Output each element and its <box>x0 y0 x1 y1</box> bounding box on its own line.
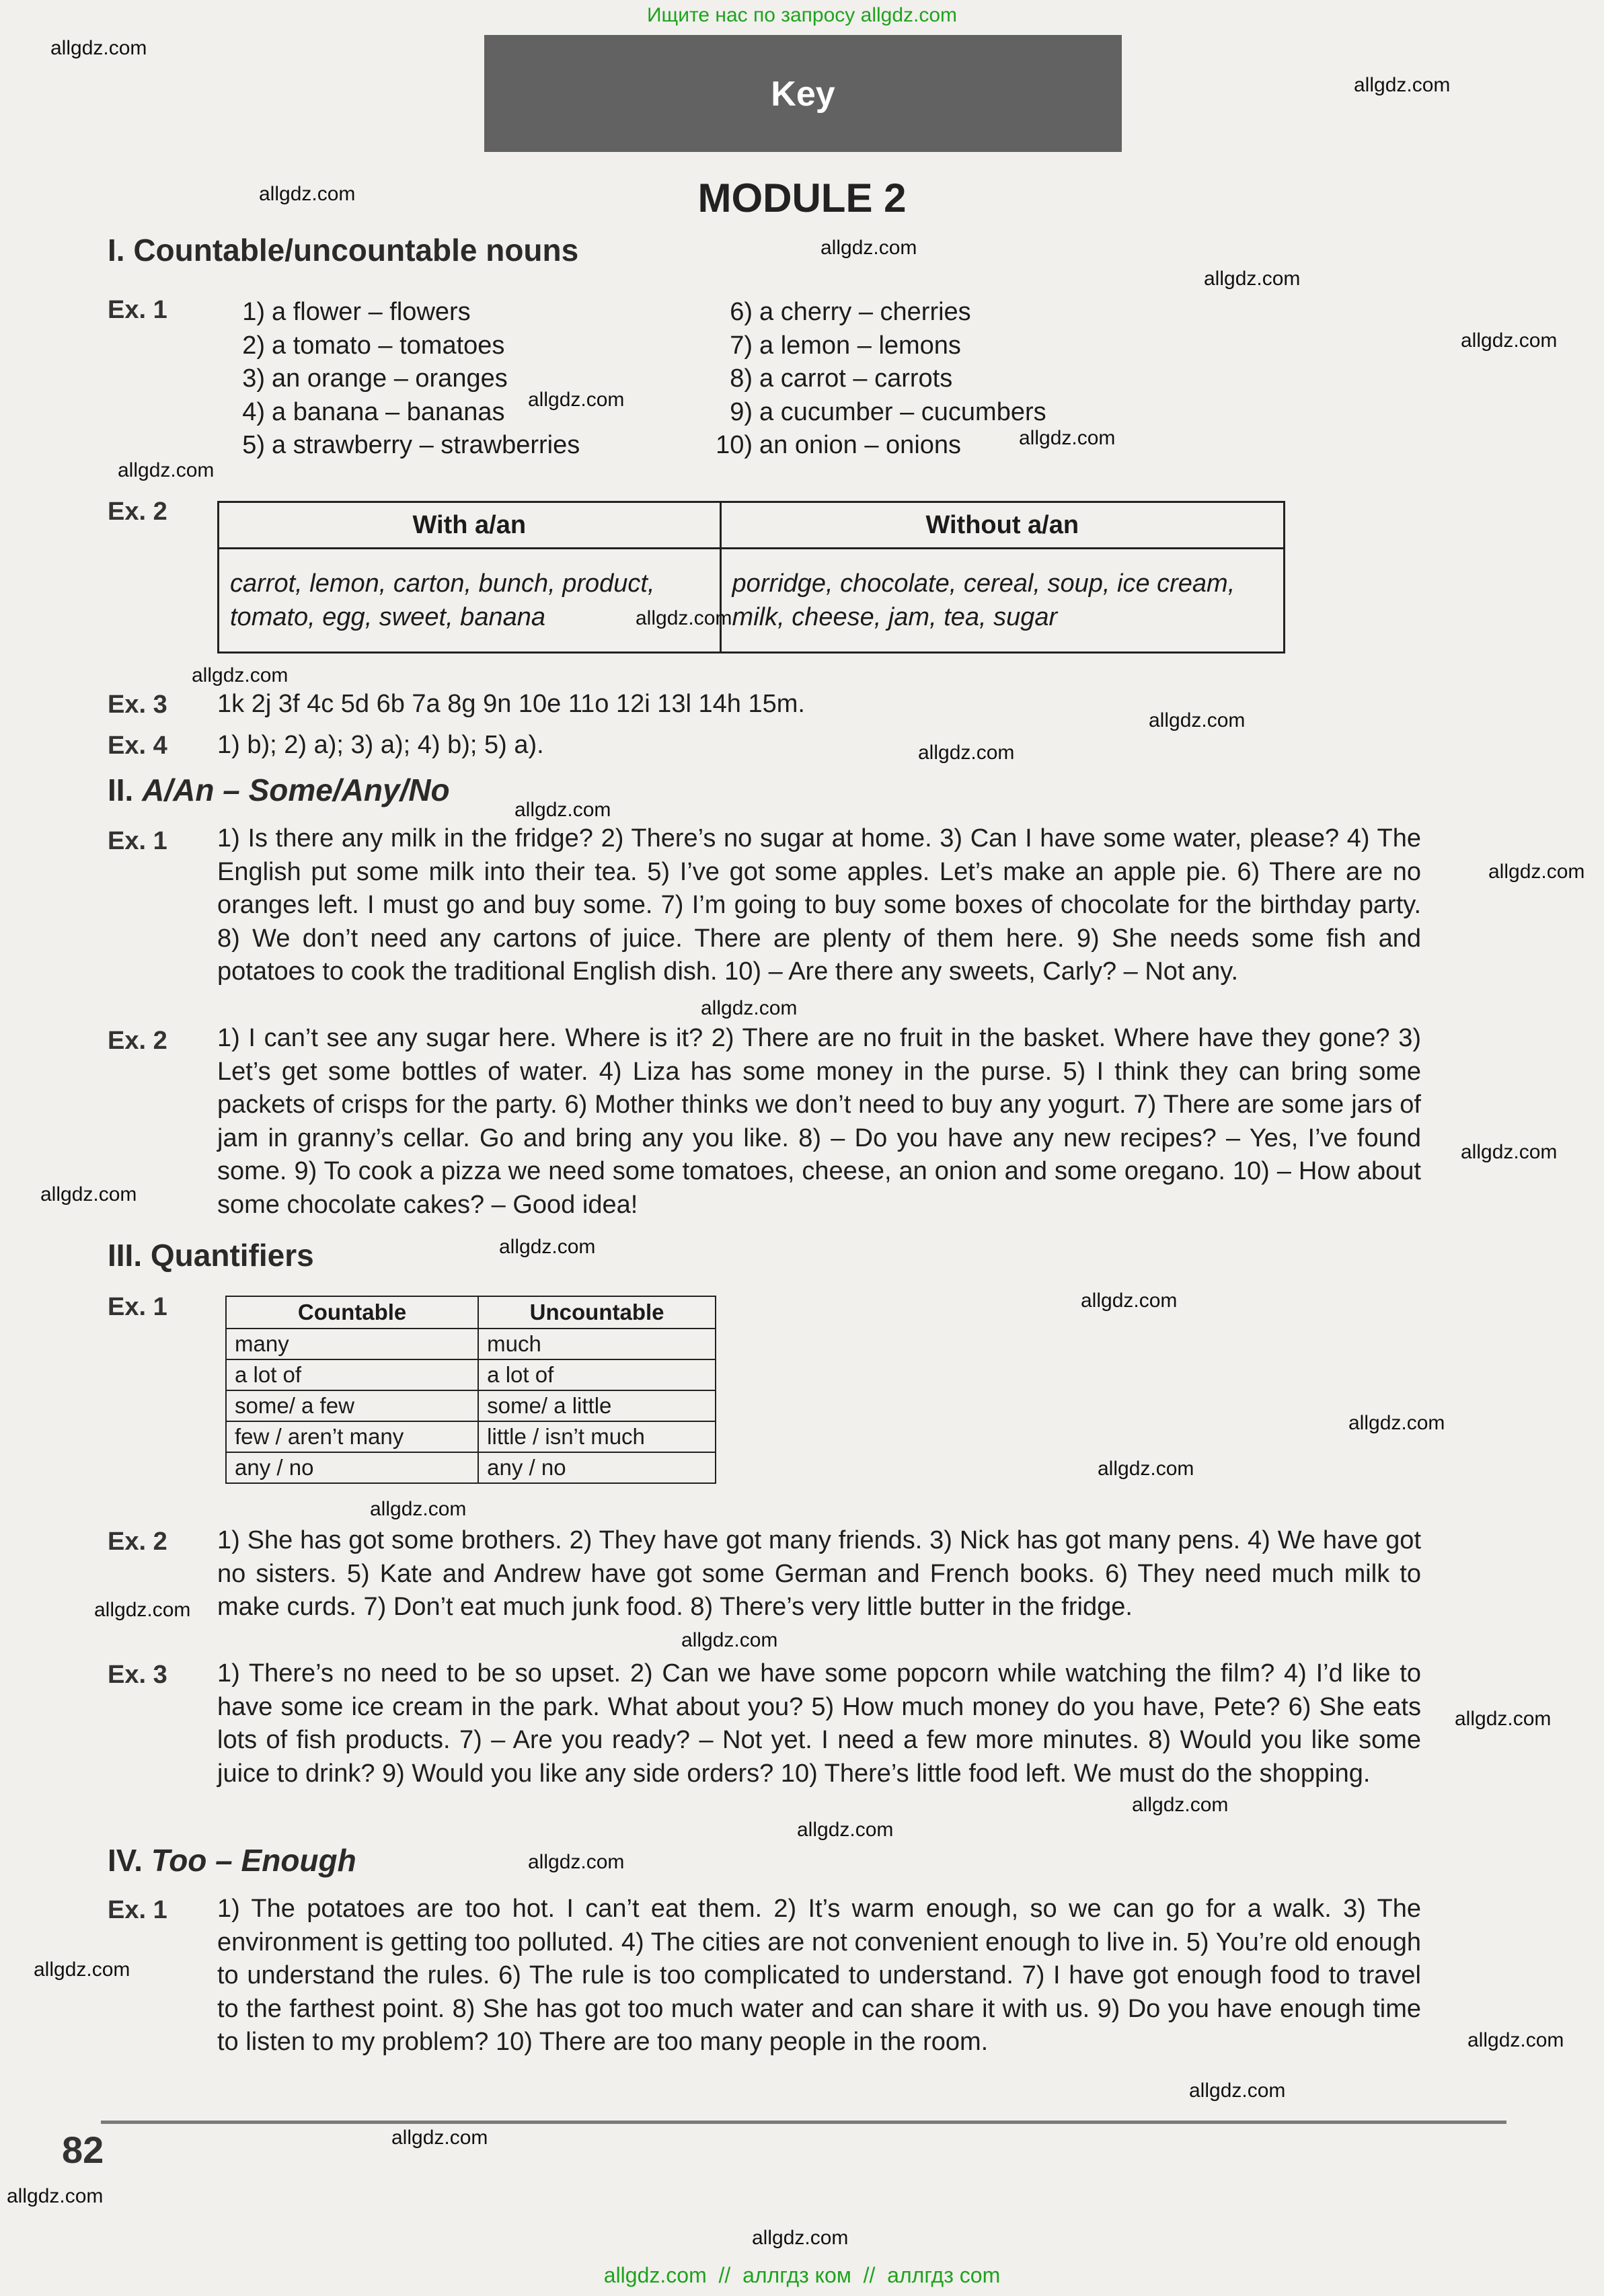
ex1-label: Ex. 1 <box>108 827 167 855</box>
table-header-without: Without a/an <box>720 502 1284 549</box>
page-number: 82 <box>62 2129 104 2171</box>
section-title-articles: II. A/An – Some/Any/No <box>108 773 450 807</box>
watermark: allgdz.com <box>797 1819 894 1841</box>
table-header-countable: Countable <box>226 1296 478 1329</box>
ex3-label: Ex. 3 <box>108 1661 167 1689</box>
watermark: allgdz.com <box>370 1498 467 1520</box>
ex4-text: 1) b); 2) a); 3) a); 4) b); 5) a). <box>217 731 544 759</box>
watermark: allgdz.com <box>701 997 798 1019</box>
watermark: allgdz.com <box>1488 861 1585 883</box>
banner-title: Key <box>771 75 835 114</box>
ex4-label: Ex. 4 <box>108 731 167 760</box>
table-row: some/ a few some/ a little <box>226 1390 716 1421</box>
watermark: allgdz.com <box>118 459 215 481</box>
ex2-text: 1) She has got some brothers. 2) They have got many friends. 3) Nick has got many pens. 4) We have got no sisters. 5) Kate and Andrew have got some German and French books. 6) They need much milk to make curds. 7) Don’t eat much junk food. 8) There’s very little butter in the fridge. <box>217 1526 1421 1621</box>
ex2-label: Ex. 2 <box>108 498 167 526</box>
watermark: allgdz.com <box>1461 329 1558 352</box>
table-header-uncountable: Uncountable <box>478 1296 716 1329</box>
ex1-left-list <box>222 296 580 463</box>
list-item: 8) a carrot – carrots <box>730 364 953 393</box>
watermark: allgdz.com <box>50 37 147 59</box>
footer-link[interactable]: аллгдз ком <box>742 2263 851 2287</box>
watermark: allgdz.com <box>499 1236 596 1258</box>
list-item: 1) a flower – flowers <box>242 298 471 326</box>
articles-table <box>217 501 1285 654</box>
table-row: few / aren’t many little / isn’t much <box>226 1421 716 1452</box>
ex2-text: 1) I can’t see any sugar here. Where is it? 2) There are no fruit in the basket. Where have they gone? 3) Let’s get some bottles of water. 4) Liza has some money in the purse. 5) I think they can bring some packets of crisps for the party. 6) Mother thinks we don’t need to buy any yogurt. 7) There are some jars of jam in granny’s cellar. Go and bring any you like. 8) – Do you have any new recipes? – Yes, I’ve found some. 9) To cook a pizza we need some tomatoes, cheese, an onion and some oregano. 10) – How about some chocolate cakes? – Good idea! <box>217 1024 1421 1219</box>
ex2-label: Ex. 2 <box>108 1027 167 1055</box>
watermark: allgdz.com <box>1467 2029 1564 2051</box>
watermark: allgdz.com <box>528 1851 625 1873</box>
list-item: 2) a tomato – tomatoes <box>242 331 505 360</box>
watermark: allgdz.com <box>94 1599 191 1621</box>
quantifiers-table <box>225 1296 716 1484</box>
ex2-label: Ex. 2 <box>108 1528 167 1556</box>
list-item: 10) an onion – onions <box>716 431 962 459</box>
watermark: allgdz.com <box>391 2127 488 2149</box>
watermark: allgdz.com <box>1098 1458 1194 1480</box>
watermark: allgdz.com <box>1132 1794 1229 1816</box>
footer-links <box>0 2263 1604 2288</box>
footer-link[interactable]: аллгдз com <box>887 2263 1001 2287</box>
table-cell-without: porridge, chocolate, cereal, soup, ice cream, milk, cheese, jam, tea, sugar <box>720 549 1284 653</box>
footer-link[interactable]: allgdz.com <box>603 2263 707 2287</box>
ex1-text: 1) The potatoes are too hot. I can’t eat them. 2) It’s warm enough, so we can go for a walk. 3) The environment is getting too polluted. 4) The cities are not convenient enough to live in. 5) You’re old enough to understand the rules. 6) The rule is too complicated to understand. 7) I have got enough food to travel to the farthest point. 8) She has got too much water and can share it with us. 9) Do you have enough time to listen to my problem? 10) There are too many people in the room. <box>217 1895 1421 2056</box>
watermark: allgdz.com <box>1455 1708 1552 1730</box>
list-item: 4) a banana – bananas <box>242 397 505 426</box>
module-title: MODULE 2 <box>697 175 907 221</box>
section-title-countable: I. Countable/uncountable nouns <box>108 233 579 268</box>
list-item: 9) a cucumber – cucumbers <box>730 397 1046 426</box>
watermark: allgdz.com <box>528 389 625 411</box>
watermark: allgdz.com <box>1354 74 1451 96</box>
ex3-label: Ex. 3 <box>108 690 167 719</box>
table-row: many much <box>226 1329 716 1359</box>
watermark: allgdz.com <box>40 1183 137 1205</box>
ex1-label: Ex. 1 <box>108 1896 167 1924</box>
ex3-text: 1) There’s no need to be so upset. 2) Can we have some popcorn while watching the film? 4) I’d like to have some ice cream in the park. What about you? 5) How much money do you have, Pete? 6) She eats lots of fish products. 7) – Are you ready? – Not yet. I need a few more minutes. 8) Would you like some juice to drink? 9) Would you like any side orders? 10) There’s little food left. We must do the shopping. <box>217 1659 1421 1788</box>
list-item: 7) a lemon – lemons <box>730 331 961 360</box>
watermark: allgdz.com <box>636 607 732 629</box>
watermark: allgdz.com <box>1461 1141 1558 1163</box>
footer-separator: // <box>718 2263 731 2287</box>
watermark: allgdz.com <box>1204 268 1301 290</box>
top-note: Ищите нас по запросу allgdz.com <box>646 4 958 26</box>
section-title-too-enough: IV. Too – Enough <box>108 1843 356 1878</box>
watermark: allgdz.com <box>1081 1290 1178 1312</box>
watermark: allgdz.com <box>820 237 917 259</box>
watermark: allgdz.com <box>681 1629 778 1651</box>
watermark: allgdz.com <box>752 2227 849 2249</box>
footer-separator: // <box>863 2263 876 2287</box>
list-item: 3) an orange – oranges <box>242 364 508 393</box>
ex1-label: Ex. 1 <box>108 1293 167 1321</box>
table-row: a lot of a lot of <box>226 1359 716 1390</box>
watermark: allgdz.com <box>259 183 356 205</box>
table-row: any / no any / no <box>226 1452 716 1483</box>
watermark: allgdz.com <box>514 799 611 821</box>
watermark: allgdz.com <box>918 742 1015 764</box>
list-item: 6) a cherry – cherries <box>730 298 971 326</box>
ex1-text: 1) Is there any milk in the fridge? 2) There’s no sugar at home. 3) Can I have some water, please? 4) The English put some milk into their tea. 5) I’ve got some apples. Let’s make an apple pie. 6) There are no oranges left. I must go and buy some. 7) I’m going to buy some boxes of chocolate for the birthday party. 8) We don’t need any cartons of juice. There are plenty of them here. 9) She needs some fish and potatoes to cook the traditional English dish. 10) – Are there any sweets, Carly? – Not any. <box>217 824 1421 986</box>
watermark: allgdz.com <box>192 664 289 686</box>
table-header-with: With a/an <box>219 502 721 549</box>
watermark: allgdz.com <box>1019 427 1116 449</box>
ex3-text: 1k 2j 3f 4c 5d 6b 7a 8g 9n 10e 11o 12i 13l 14h 15m. <box>217 690 805 718</box>
watermark: allgdz.com <box>34 1958 130 1981</box>
watermark: allgdz.com <box>1149 709 1246 731</box>
ex1-label: Ex. 1 <box>108 296 167 324</box>
ex1-right-list <box>710 296 1046 463</box>
list-item: 5) a strawberry – strawberries <box>242 431 580 459</box>
bottom-rule <box>101 2121 1506 2124</box>
section-title-quantifiers: III. Quantifiers <box>108 1238 314 1273</box>
key-banner <box>484 35 1122 152</box>
watermark: allgdz.com <box>1189 2080 1286 2102</box>
watermark: allgdz.com <box>1348 1412 1445 1434</box>
watermark: allgdz.com <box>7 2185 104 2207</box>
table-cell-with: carrot, lemon, carton, bunch, product, tomato, egg, sweet, banana <box>219 549 721 653</box>
